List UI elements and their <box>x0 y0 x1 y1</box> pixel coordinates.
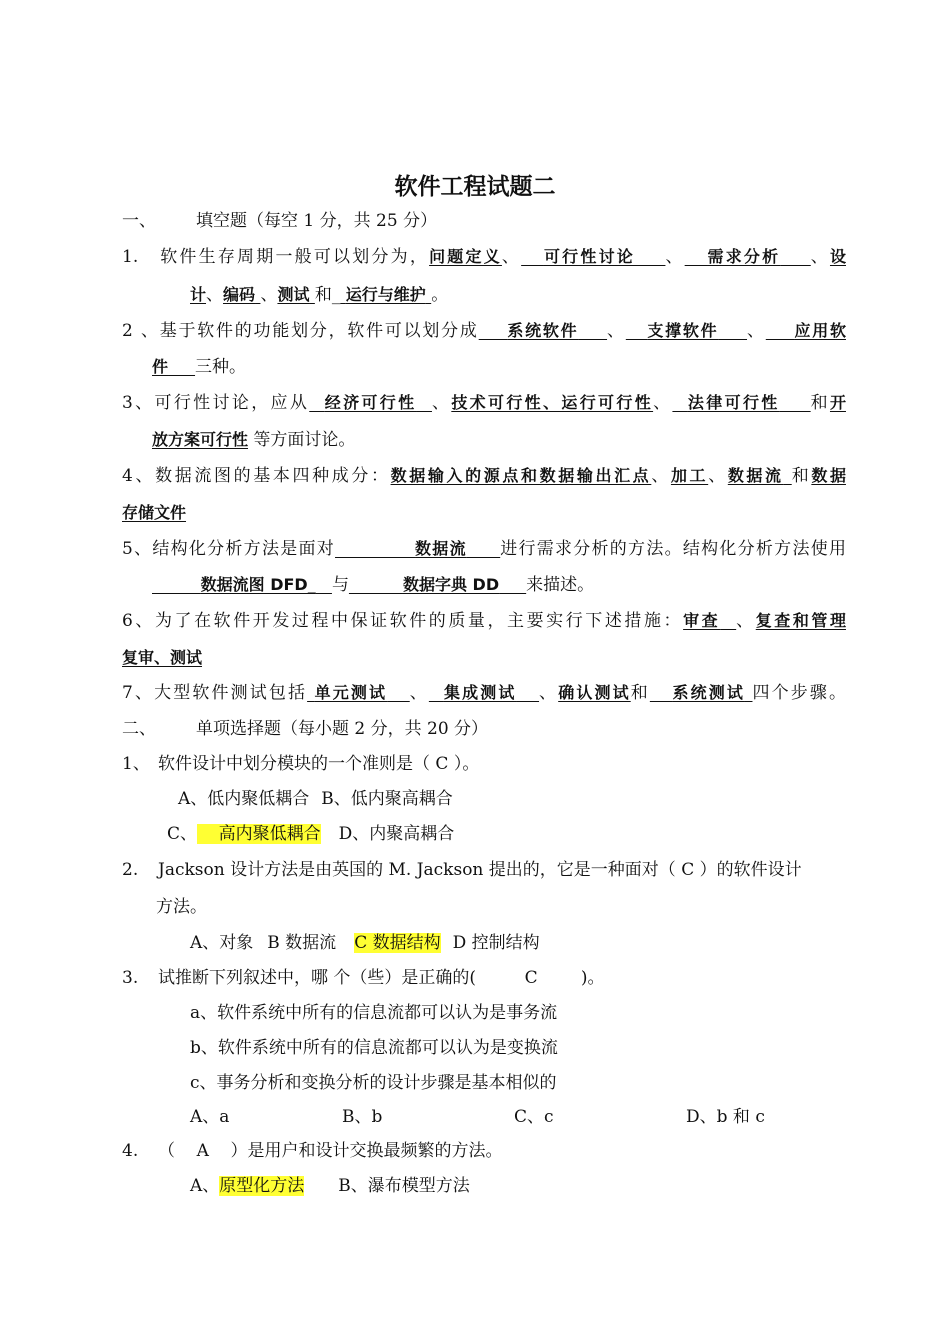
answer: 存储文件 <box>122 503 187 522</box>
question-text: 试推断下列叙述中，哪 个（些）是正确的( C )。 <box>158 968 605 988</box>
choice-question-3 <box>122 965 846 991</box>
section-number: 二、 <box>122 719 156 739</box>
answer: 问题定义 <box>429 247 502 266</box>
choice-options-c3 <box>190 1104 846 1130</box>
question-text: 可行性讨论，应从 <box>154 393 310 413</box>
question-text: 等方面讨论。 <box>253 430 356 450</box>
page-title: 软件工程试题二 <box>394 174 556 200</box>
question-number: 4. <box>122 1141 139 1161</box>
question-number: 5、 <box>122 539 153 559</box>
option-b: B 数据流 <box>267 933 337 953</box>
choice-question-2-line-2 <box>156 894 880 920</box>
answer: 确认测试 <box>558 683 631 702</box>
separator: 和 <box>791 466 812 486</box>
option-c-correct: 高内聚低耦合 <box>197 824 321 844</box>
choice-options-c2 <box>190 930 846 956</box>
separator: 、 <box>665 247 685 267</box>
question-1-line-1 <box>122 244 846 270</box>
answer: 数据输入的源点和数据输出汇点 <box>390 466 652 485</box>
choice-question-1 <box>122 751 846 777</box>
answer: 放方案可行性 <box>152 430 249 449</box>
answer: 需求分析 <box>707 247 781 266</box>
separator: 、 <box>431 393 452 413</box>
question-number: 7、 <box>122 683 155 703</box>
separator: 、 <box>607 321 626 341</box>
answer: 可行性讨论 <box>543 247 635 266</box>
question-5-line-1 <box>122 536 846 562</box>
section-number: 一、 <box>122 211 156 231</box>
option-a: A、a <box>190 1107 230 1127</box>
answer: 数据 <box>811 466 846 485</box>
answer: 法律可行性 <box>687 393 780 412</box>
question-6-line-1 <box>122 608 846 634</box>
separator: 、 <box>653 393 673 413</box>
question-text: （ A ）是用户和设计交换最频繁的方法。 <box>158 1141 503 1161</box>
question-number: 6、 <box>122 611 155 631</box>
separator: 、 <box>708 466 728 486</box>
question-text: 来描述。 <box>526 575 595 595</box>
option-c-prefix: C、 <box>167 824 198 844</box>
separator: 、 <box>260 285 278 305</box>
separator: 和 <box>810 393 830 413</box>
answer: 测试 <box>277 285 310 304</box>
answer: 复查和管理 <box>755 611 846 630</box>
question-number: 1. <box>122 247 139 267</box>
question-text: 结构化分析方法是面对 <box>152 539 336 559</box>
question-6-line-2 <box>122 645 846 671</box>
option-a: A、对象 <box>190 933 254 953</box>
separator: 、 <box>539 683 559 703</box>
answer: 数据流 <box>727 466 784 485</box>
statement-c: c、事务分析和变换分析的设计步骤是基本相似的 <box>190 1073 557 1093</box>
question-4-line-1 <box>122 463 846 489</box>
answer: 加工 <box>670 466 709 485</box>
question-number: 1、 <box>122 754 150 774</box>
question-text: 方法。 <box>156 897 207 917</box>
answer: 集成测试 <box>443 683 517 702</box>
choice-question-4 <box>122 1138 846 1164</box>
separator: 、 <box>736 611 756 631</box>
section-heading-1 <box>122 208 846 234</box>
answer: 经济可行性 <box>324 393 417 412</box>
answer: 技术可行性、运行可行性 <box>451 393 654 412</box>
answer: 运行与维护 <box>345 285 426 304</box>
option-c: C、c <box>514 1107 554 1127</box>
option-a-prefix: A、 <box>190 1176 220 1196</box>
question-text: 软件设计中划分模块的一个准则是（ C ）。 <box>158 754 480 774</box>
question-3-line-1 <box>122 390 846 416</box>
choice-options-row-1 <box>178 786 902 812</box>
option-b: B、低内聚高耦合 <box>321 789 453 809</box>
separator: 、 <box>206 285 224 305</box>
answer: 系统测试 <box>672 683 745 702</box>
option-a: A、低内聚低耦合 <box>178 789 310 809</box>
answer: 审查 <box>683 611 721 630</box>
option-d: D、b 和 c <box>686 1107 765 1127</box>
separator: 。 <box>431 285 449 305</box>
answer: 计 <box>190 285 207 304</box>
separator: 、 <box>810 247 830 267</box>
answer: 支撑软件 <box>647 321 719 340</box>
separator: 、 <box>747 321 766 341</box>
statement-a: a、软件系统中所有的信息流都可以认为是事务流 <box>190 1003 558 1023</box>
separator: 和 <box>630 683 650 703</box>
question-3-line-2 <box>152 427 846 453</box>
answer: 数据流 <box>415 539 467 558</box>
question-text: 为了在软件开发过程中保证软件的质量，主要实行下述措施： <box>154 611 684 631</box>
answer: 单元测试 <box>314 683 388 702</box>
question-2-line-2 <box>152 354 846 380</box>
option-d: D、内聚高耦合 <box>338 824 455 844</box>
question-text: Jackson 设计方法是由英国的 M. Jackson 提出的，它是一种面对（ C ）的软件设计 <box>158 860 802 880</box>
separator: 、 <box>501 247 522 267</box>
separator: 与 <box>331 575 349 595</box>
answer: 件 <box>152 357 169 376</box>
question-number: 2、 <box>122 321 158 341</box>
option-b: B、b <box>342 1107 383 1127</box>
question-number: 2. <box>122 860 139 880</box>
option-d: D 控制结构 <box>452 933 540 953</box>
statement-b: b、软件系统中所有的信息流都可以认为是变换流 <box>190 1038 558 1058</box>
separator: 、 <box>651 466 671 486</box>
answer: 数据字典 DD <box>402 575 500 594</box>
question-number: 3、 <box>122 393 155 413</box>
question-1-line-2 <box>190 282 846 308</box>
answer: 数据流图 DFD_ <box>200 575 316 594</box>
question-text: 软件生存周期一般可以划分为， <box>158 247 430 267</box>
choice-options-row-2 <box>167 821 891 847</box>
answer: 应用软 <box>794 321 846 340</box>
question-7-line-1 <box>122 680 846 706</box>
question-number: 4、 <box>122 466 156 486</box>
section-text: 填空题（每空 1 分，共 25 分） <box>196 211 438 231</box>
answer: 复审、测试 <box>122 648 203 667</box>
answer: 编码 <box>223 285 256 304</box>
section-heading-2 <box>122 716 846 742</box>
question-text: 进行需求分析的方法。结构化分析方法使用 <box>500 539 846 559</box>
answer: 设 <box>829 247 846 266</box>
question-number: 3. <box>122 968 139 988</box>
answer: 系统软件 <box>507 321 579 340</box>
choice-question-2-line-1 <box>122 857 846 883</box>
option-c-correct: C 数据结构 <box>354 933 441 953</box>
question-text: 三种。 <box>195 357 247 377</box>
question-text: 基于软件的功能划分，软件可以划分成 <box>158 321 479 341</box>
question-text: 大型软件测试包括 <box>154 683 308 703</box>
choice-options-c4 <box>190 1173 846 1199</box>
question-text: 四个步骤。 <box>752 683 846 703</box>
question-text: 数据流图的基本四种成分： <box>155 466 391 486</box>
separator: 、 <box>409 683 429 703</box>
separator: 和_ <box>314 285 341 305</box>
question-5-line-2 <box>152 572 846 598</box>
question-2-line-1 <box>122 318 846 344</box>
option-b: B、瀑布模型方法 <box>338 1176 470 1196</box>
question-4-line-2 <box>122 500 846 526</box>
option-a-correct: 原型化方法 <box>219 1176 305 1196</box>
section-text: 单项选择题（每小题 2 分，共 20 分） <box>196 719 489 739</box>
answer: 开 <box>829 393 846 412</box>
